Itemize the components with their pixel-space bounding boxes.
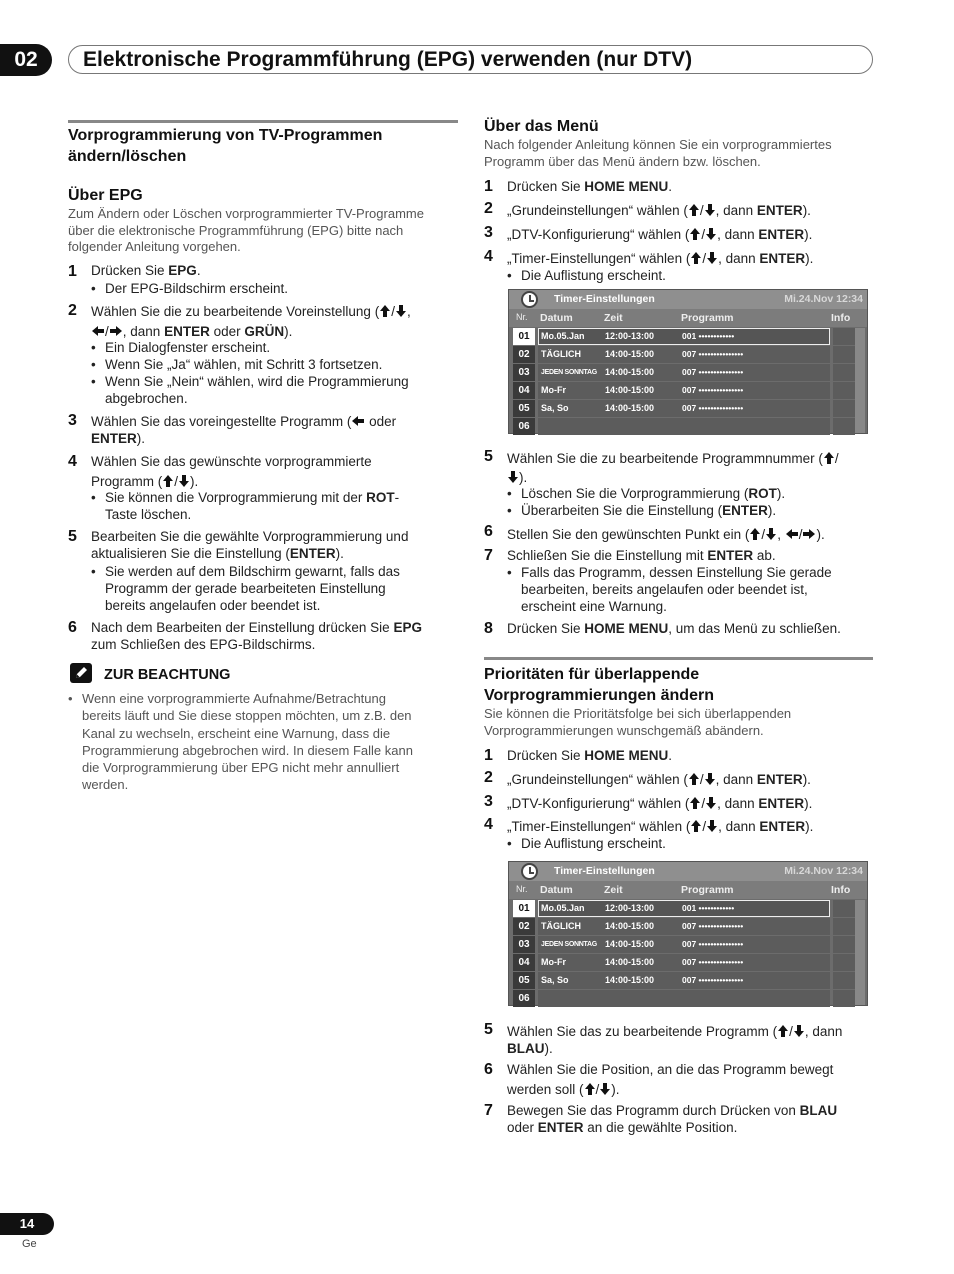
- step-number: 5: [68, 528, 77, 545]
- arrow-down-icon: [794, 1025, 804, 1037]
- row-number: 02: [513, 346, 535, 363]
- priority-intro: Sie können die Prioritätsfolge bei sich überlappenden Vorprogrammierungen wunschgemäß abändern.: [484, 706, 792, 738]
- row-number: 06: [513, 418, 535, 435]
- row-datum: TÄGLICH: [541, 921, 581, 931]
- arrow-down-icon: [705, 773, 715, 785]
- arrow-up-icon: [689, 204, 699, 216]
- col-datum: Datum: [540, 312, 573, 324]
- arrow-right-icon: [110, 326, 122, 336]
- row-programm: 007 •••••••••••••••: [682, 385, 744, 395]
- bullet: • Die Auflistung erscheint.: [507, 835, 666, 852]
- step-number: 3: [484, 224, 493, 241]
- bullet: • Sie werden auf dem Bildschirm gewarnt, falls das Programm der gerade bearbeiteten Einstellung bereits angelaufen oder beendet ist.: [91, 563, 400, 614]
- step-number: 1: [68, 263, 77, 280]
- subheading-menu: Über das Menü: [484, 118, 599, 135]
- pencil-note-icon: [70, 663, 92, 683]
- row-bar: [538, 418, 830, 435]
- row-zeit: 14:00-15:00: [605, 921, 655, 931]
- step-number: 8: [484, 620, 493, 637]
- row-programm: 007 •••••••••••••••: [682, 939, 744, 949]
- row-number: 01: [513, 900, 535, 917]
- row-number: 04: [513, 382, 535, 399]
- step-text: Bearbeiten Sie die gewählte Vorprogrammierung und aktualisieren Sie die Einstellung (ENTER).: [91, 529, 409, 561]
- row-info: [833, 954, 855, 971]
- arrow-down-icon: [705, 204, 715, 216]
- step-number: 3: [484, 793, 493, 810]
- arrow-right-icon: [803, 529, 815, 539]
- step-number: 2: [484, 200, 493, 217]
- row-datum: Sa, So: [541, 403, 569, 413]
- arrow-down-icon: [706, 228, 716, 240]
- row-number: 02: [513, 918, 535, 935]
- col-zeit: Zeit: [604, 312, 623, 324]
- step-text: Wählen Sie das gewünschte vorprogrammierte Programm ( / ).: [91, 454, 372, 489]
- bullet: • Ein Dialogfenster erscheint.: [91, 339, 270, 356]
- row-datum: JEDEN SONNTAG: [541, 369, 597, 376]
- menu-intro: Nach folgender Anleitung können Sie ein vorprogrammiertes Programm über das Menü ändern bzw. löschen.: [484, 137, 832, 169]
- column-headers: [509, 881, 867, 899]
- col-datum: Datum: [540, 884, 573, 896]
- row-datum: TÄGLICH: [541, 349, 581, 359]
- step-text: „Timer-Einstellungen“ wählen ( / , dann ENTER).: [507, 819, 814, 834]
- section-rule: [484, 657, 873, 660]
- col-programm: Programm: [681, 884, 734, 896]
- arrow-down-icon: [508, 471, 518, 483]
- row-datum: Mo-Fr: [541, 957, 566, 967]
- row-datum: Mo.05.Jan: [541, 903, 585, 913]
- step-text: Drücken Sie HOME MENU.: [507, 179, 673, 194]
- row-info: [833, 418, 855, 435]
- row-info: [833, 900, 855, 917]
- row-datum: Sa, So: [541, 975, 569, 985]
- screen-header: [509, 290, 867, 309]
- arrow-left-icon: [352, 416, 364, 426]
- row-programm: 007 •••••••••••••••: [682, 975, 744, 985]
- step-number: 6: [484, 523, 493, 540]
- bullet: • Überarbeiten Sie die Einstellung (ENTER).: [507, 502, 776, 519]
- arrow-up-icon: [163, 475, 173, 487]
- row-programm: 001 ••••••••••••: [682, 903, 735, 913]
- row-number: 05: [513, 972, 535, 989]
- step-text: „Grundeinstellungen“ wählen ( / , dann ENTER).: [507, 203, 811, 218]
- bullet: • Sie können die Vorprogrammierung mit der ROT- Taste löschen.: [91, 489, 399, 523]
- row-number: 03: [513, 936, 535, 953]
- row-datum: Mo-Fr: [541, 385, 566, 395]
- row-zeit: 14:00-15:00: [605, 367, 655, 377]
- step-text: Stellen Sie den gewünschten Punkt ein ( / , / ).: [507, 527, 825, 542]
- row-programm: 007 •••••••••••••••: [682, 367, 744, 377]
- row-programm: 007 •••••••••••••••: [682, 349, 744, 359]
- step-text: „DTV-Konfigurierung“ wählen ( / , dann ENTER).: [507, 796, 813, 811]
- language-code: Ge: [22, 1238, 37, 1250]
- note-title: ZUR BEACHTUNG: [104, 667, 231, 683]
- row-info: [833, 328, 855, 345]
- step-text: Wählen Sie die zu bearbeitende Programmnummer ( / ).: [507, 451, 839, 485]
- step-text: Drücken Sie EPG.: [91, 263, 201, 278]
- arrow-down-icon: [706, 797, 716, 809]
- section-rule: [68, 120, 458, 123]
- row-zeit: 14:00-15:00: [605, 349, 655, 359]
- arrow-up-icon: [585, 1083, 595, 1095]
- arrow-down-icon: [396, 305, 406, 317]
- subheading-epg: Über EPG: [68, 187, 143, 204]
- step-number: 5: [484, 1021, 493, 1038]
- arrow-down-icon: [600, 1083, 610, 1095]
- row-programm: 007 •••••••••••••••: [682, 921, 744, 931]
- row-programm: 007 •••••••••••••••: [682, 403, 744, 413]
- step-number: 2: [484, 769, 493, 786]
- arrow-up-icon: [380, 305, 390, 317]
- row-info: [833, 918, 855, 935]
- step-text: Schließen Sie die Einstellung mit ENTER ab.: [507, 548, 776, 563]
- row-zeit: 14:00-15:00: [605, 957, 655, 967]
- arrow-down-icon: [766, 528, 776, 540]
- note-text: • Wenn eine vorprogrammierte Aufnahme/Betrachtung bereits läuft und Sie diese stoppen möchten, um z.B. den Kanal zu wechseln, erscheint eine Warnung, dass die Programmierung abgebrochen wird. In diesem Falle kann die Vorprogrammierung über EPG nicht mehr annulliert werden.: [68, 690, 453, 794]
- step-number: 4: [484, 248, 493, 265]
- step-number: 7: [484, 1102, 493, 1119]
- row-programm: 007 •••••••••••••••: [682, 957, 744, 967]
- timer-settings-screen: [508, 289, 868, 434]
- step-text: Wählen Sie das voreingestellte Programm ( oder ENTER).: [91, 414, 397, 446]
- row-zeit: 12:00-13:00: [605, 331, 655, 341]
- screen-date: Mi.24.Nov 12:34: [784, 865, 863, 877]
- row-info: [833, 382, 855, 399]
- step-number: 5: [484, 448, 493, 465]
- row-number: 04: [513, 954, 535, 971]
- step-number: 4: [484, 816, 493, 833]
- arrow-up-icon: [691, 820, 701, 832]
- row-zeit: 14:00-15:00: [605, 403, 655, 413]
- step-text: Wählen Sie die zu bearbeitende Voreinstellung ( / , / , dann ENTER oder GRÜN).: [91, 304, 411, 339]
- clock-icon: [521, 291, 538, 308]
- step-number: 4: [68, 453, 77, 470]
- chapter-title: Elektronische Programmführung (EPG) verwenden (nur DTV): [68, 45, 873, 74]
- bullet: • Wenn Sie „Nein“ wählen, wird die Programmierung abgebrochen.: [91, 373, 409, 407]
- row-number: 01: [513, 328, 535, 345]
- arrow-up-icon: [689, 773, 699, 785]
- col-zeit: Zeit: [604, 884, 623, 896]
- section-title: Prioritäten für überlappende Vorprogrammierungen ändern: [484, 666, 714, 704]
- arrow-left-icon: [786, 529, 798, 539]
- row-bar: [538, 990, 830, 1007]
- screen-header: [509, 862, 867, 881]
- arrow-up-icon: [690, 797, 700, 809]
- arrow-up-icon: [690, 228, 700, 240]
- scrollbar[interactable]: [855, 900, 865, 1005]
- step-number: 7: [484, 547, 493, 564]
- row-number: 06: [513, 990, 535, 1007]
- step-text: Drücken Sie HOME MENU.: [507, 748, 673, 763]
- arrow-up-icon: [691, 252, 701, 264]
- bullet: • Die Auflistung erscheint.: [507, 267, 666, 284]
- arrow-up-icon: [750, 528, 760, 540]
- step-text: „Grundeinstellungen“ wählen ( / , dann ENTER).: [507, 772, 811, 787]
- row-info: [833, 364, 855, 381]
- step-number: 1: [484, 747, 493, 764]
- step-text: Wählen Sie das zu bearbeitende Programm ( / , dann BLAU).: [507, 1024, 843, 1056]
- arrow-down-icon: [707, 820, 717, 832]
- arrow-left-icon: [92, 326, 104, 336]
- col-nr: Nr.: [516, 884, 528, 894]
- bullet: • Löschen Sie die Vorprogrammierung (ROT).: [507, 485, 785, 502]
- row-zeit: 14:00-15:00: [605, 385, 655, 395]
- step-text: Bewegen Sie das Programm durch Drücken von BLAU oder ENTER an die gewählte Position.: [507, 1103, 838, 1135]
- step-number: 2: [68, 302, 77, 319]
- step-text: Wählen Sie die Position, an die das Programm bewegt werden soll ( / ).: [507, 1062, 834, 1097]
- column-headers: [509, 309, 867, 327]
- row-zeit: 14:00-15:00: [605, 975, 655, 985]
- arrow-down-icon: [179, 475, 189, 487]
- epg-intro: Zum Ändern oder Löschen vorprogrammierter TV-Programme über die elektronische Programmführung (EPG) bitte nach folgender Anleitung vorgehen.: [68, 206, 424, 254]
- clock-icon: [521, 863, 538, 880]
- chapter-number: 02: [0, 44, 52, 76]
- step-number: 6: [68, 619, 77, 636]
- row-info: [833, 346, 855, 363]
- step-text: „Timer-Einstellungen“ wählen ( / , dann ENTER).: [507, 251, 814, 266]
- arrow-down-icon: [707, 252, 717, 264]
- section-title: Vorprogrammierung von TV-Programmen ändern/löschen: [68, 127, 383, 165]
- col-nr: Nr.: [516, 312, 528, 322]
- step-number: 6: [484, 1061, 493, 1078]
- row-zeit: 12:00-13:00: [605, 903, 655, 913]
- arrow-up-icon: [824, 452, 834, 464]
- page-number: 14: [0, 1213, 54, 1235]
- step-number: 1: [484, 178, 493, 195]
- step-text: Nach dem Bearbeiten der Einstellung drücken Sie EPG zum Schließen des EPG-Bildschirms.: [91, 620, 422, 652]
- screen-date: Mi.24.Nov 12:34: [784, 293, 863, 305]
- bullet: • Der EPG-Bildschirm erscheint.: [91, 280, 288, 297]
- row-number: 03: [513, 364, 535, 381]
- screen-title: Timer-Einstellungen: [554, 865, 655, 877]
- col-programm: Programm: [681, 312, 734, 324]
- row-info: [833, 972, 855, 989]
- row-info: [833, 990, 855, 1007]
- row-zeit: 14:00-15:00: [605, 939, 655, 949]
- bullet: • Wenn Sie „Ja“ wählen, mit Schritt 3 fortsetzen.: [91, 356, 382, 373]
- row-info: [833, 400, 855, 417]
- col-info: Info: [831, 312, 851, 324]
- arrow-up-icon: [778, 1025, 788, 1037]
- row-programm: 001 ••••••••••••: [682, 331, 735, 341]
- timer-settings-screen: [508, 861, 868, 1006]
- step-text: Drücken Sie HOME MENU, um das Menü zu schließen.: [507, 621, 841, 636]
- row-number: 05: [513, 400, 535, 417]
- row-info: [833, 936, 855, 953]
- row-datum: JEDEN SONNTAG: [541, 941, 597, 948]
- col-info: Info: [831, 884, 851, 896]
- step-text: „DTV-Konfigurierung“ wählen ( / , dann ENTER).: [507, 227, 813, 242]
- scrollbar[interactable]: [855, 328, 865, 433]
- step-number: 3: [68, 412, 77, 429]
- screen-title: Timer-Einstellungen: [554, 293, 655, 305]
- row-datum: Mo.05.Jan: [541, 331, 585, 341]
- bullet: • Falls das Programm, dessen Einstellung Sie gerade bearbeiten, bereits angelaufen oder beendet ist, erscheint eine Warnung.: [507, 564, 832, 615]
